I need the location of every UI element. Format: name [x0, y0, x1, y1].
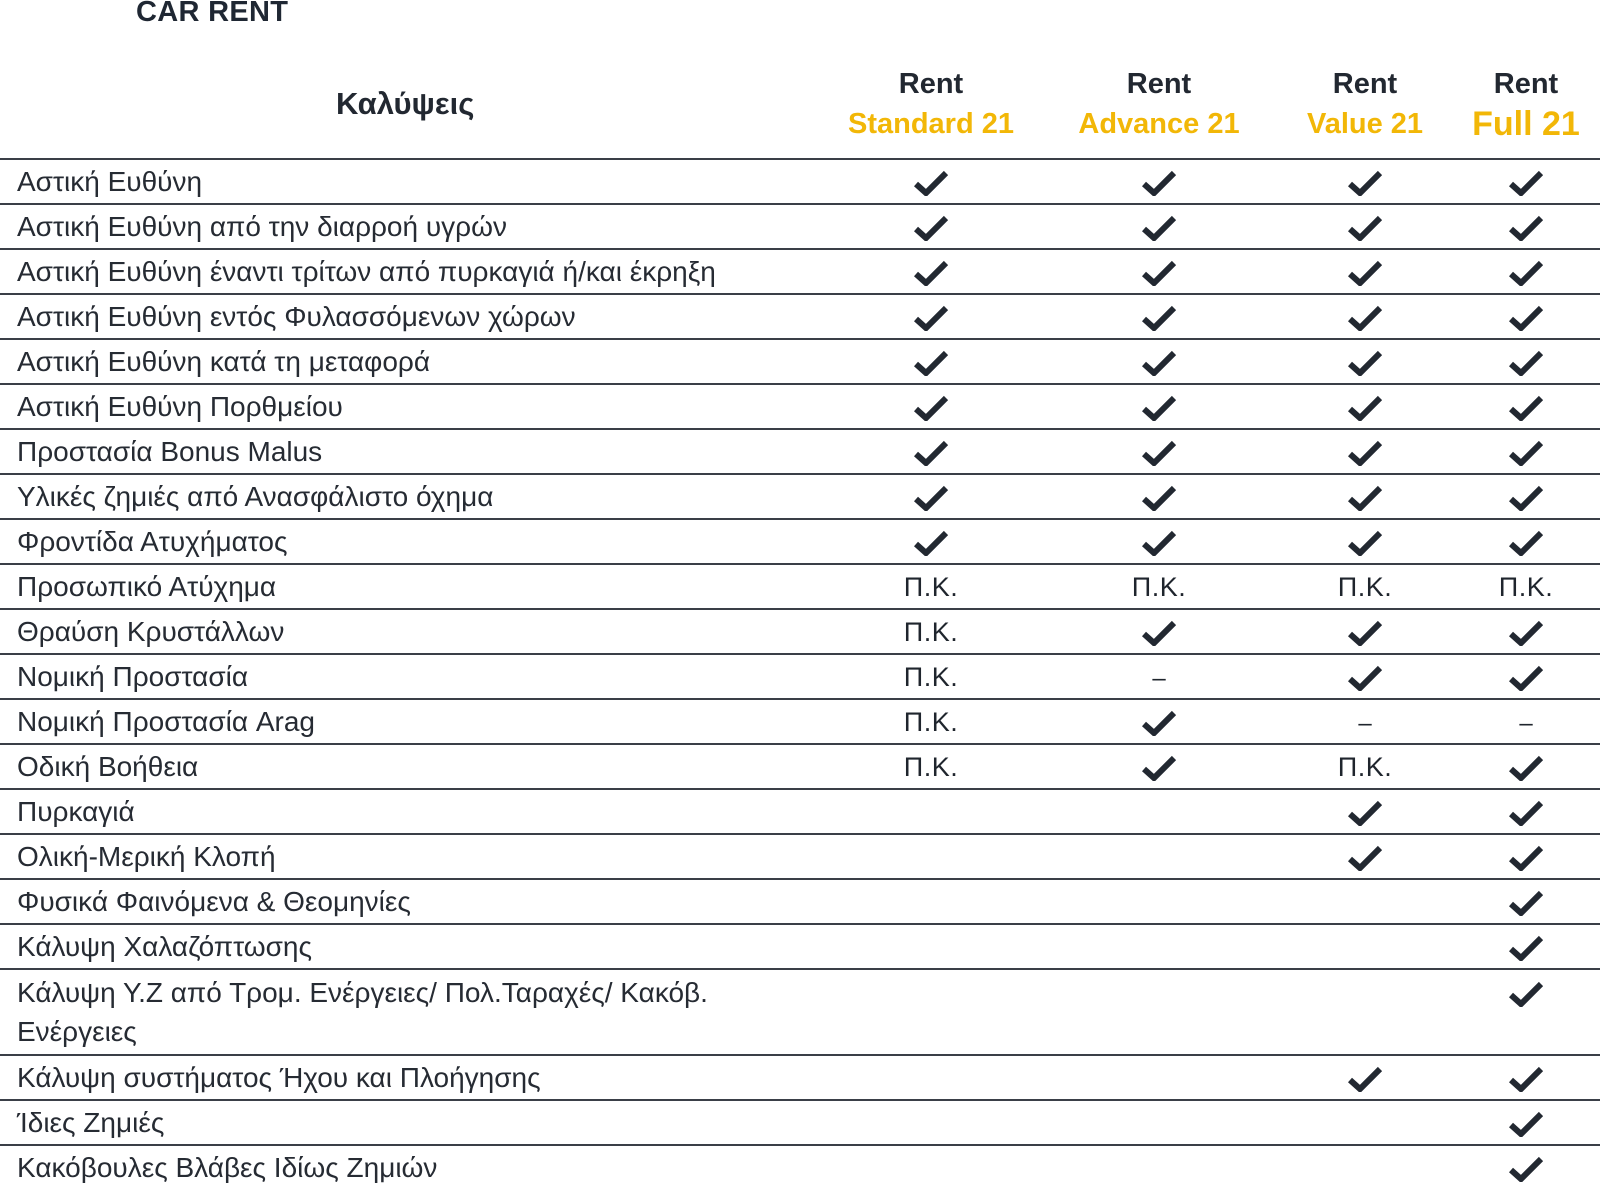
optional-coverage-mark: Π.Κ. [903, 751, 959, 782]
coverage-cell [1040, 474, 1278, 519]
checkmark-icon [914, 440, 948, 466]
coverage-cell [1278, 1055, 1452, 1100]
checkmark-icon [1509, 1156, 1543, 1182]
checkmark-icon [1348, 530, 1382, 556]
coverage-cell [822, 879, 1040, 924]
table-row [0, 384, 1600, 429]
optional-coverage-mark: Π.Κ. [1131, 571, 1187, 602]
coverage-table [0, 50, 1600, 1189]
coverage-cell [1278, 429, 1452, 474]
coverage-cell [822, 609, 1040, 654]
coverage-cell [822, 744, 1040, 789]
checkmark-icon [1509, 800, 1543, 826]
plan-prefix: Rent [1493, 68, 1559, 100]
table-row [0, 519, 1600, 564]
checkmark-icon [1142, 395, 1176, 421]
table-row [0, 699, 1600, 744]
coverage-cell [1278, 834, 1452, 879]
coverage-cell [1278, 879, 1452, 924]
coverage-cell [1278, 339, 1452, 384]
optional-coverage-mark: Π.Κ. [1337, 571, 1393, 602]
coverage-cell [1278, 699, 1452, 744]
coverage-cell [1452, 474, 1600, 519]
checkmark-icon [1142, 710, 1176, 736]
coverage-cell [822, 429, 1040, 474]
coverage-label: Ολική-Μερική Κλοπή [0, 834, 822, 879]
coverage-label: Κάλυψη συστήματος Ήχου και Πλοήγησης [0, 1055, 822, 1100]
checkmark-icon [1142, 170, 1176, 196]
table-row [0, 609, 1600, 654]
coverage-cell [1040, 609, 1278, 654]
checkmark-icon [914, 170, 948, 196]
plan-name: Value 21 [1306, 108, 1424, 140]
coverage-cell [1040, 204, 1278, 249]
coverage-cell [1452, 834, 1600, 879]
coverage-cell [1452, 294, 1600, 339]
plan-prefix: Rent [1332, 68, 1398, 100]
coverage-cell [822, 1145, 1040, 1189]
coverage-cell [1278, 969, 1452, 1055]
coverage-cell [1278, 789, 1452, 834]
table-row [0, 294, 1600, 339]
coverage-cell [1278, 249, 1452, 294]
table-row [0, 879, 1600, 924]
coverage-cell [1278, 744, 1452, 789]
coverage-label: Προσωπικό Ατύχημα [0, 564, 822, 609]
optional-coverage-mark: Π.Κ. [903, 661, 959, 692]
checkmark-icon [1348, 620, 1382, 646]
coverage-cell [1452, 1100, 1600, 1145]
coverage-cell [822, 969, 1040, 1055]
coverage-cell [1452, 744, 1600, 789]
checkmark-icon [1509, 305, 1543, 331]
coverage-label: Θραύση Κρυστάλλων [0, 609, 822, 654]
coverage-label: Νομική Προστασία [0, 654, 822, 699]
table-row [0, 564, 1600, 609]
table-row [0, 744, 1600, 789]
coverage-cell [1040, 564, 1278, 609]
coverage-cell [822, 384, 1040, 429]
checkmark-icon [1142, 260, 1176, 286]
checkmark-icon [1509, 170, 1543, 196]
optional-coverage-mark: Π.Κ. [1337, 751, 1393, 782]
checkmark-icon [1348, 395, 1382, 421]
coverage-cell [1040, 744, 1278, 789]
checkmark-icon [1348, 350, 1382, 376]
not-available-mark: – [1152, 664, 1166, 692]
coverage-cell [1278, 564, 1452, 609]
coverage-label: Αστική Ευθύνη εντός Φυλασσόμενων χώρων [0, 294, 822, 339]
coverages-column-header: Καλύψεις [336, 86, 475, 121]
optional-coverage-mark: Π.Κ. [903, 571, 959, 602]
coverage-cell [1040, 519, 1278, 564]
checkmark-icon [1348, 260, 1382, 286]
checkmark-icon [1509, 620, 1543, 646]
coverage-label: Οδική Βοήθεια [0, 744, 822, 789]
checkmark-icon [1348, 440, 1382, 466]
checkmark-icon [1348, 305, 1382, 331]
coverage-cell [1278, 609, 1452, 654]
coverage-cell [1040, 879, 1278, 924]
coverage-cell [1278, 519, 1452, 564]
table-row [0, 429, 1600, 474]
coverage-cell [822, 159, 1040, 204]
coverage-cell [1278, 924, 1452, 969]
checkmark-icon [914, 530, 948, 556]
coverage-cell [1452, 159, 1600, 204]
coverage-cell [822, 654, 1040, 699]
coverage-cell [1040, 384, 1278, 429]
table-header [0, 50, 1600, 159]
checkmark-icon [1142, 215, 1176, 241]
table-body [0, 159, 1600, 1189]
checkmark-icon [1142, 485, 1176, 511]
coverage-cell [1040, 429, 1278, 474]
coverage-cell [1040, 1145, 1278, 1189]
coverage-cell [822, 564, 1040, 609]
coverage-cell [822, 924, 1040, 969]
coverage-cell [1278, 474, 1452, 519]
coverage-cell [822, 699, 1040, 744]
plan-name: Full 21 [1472, 105, 1580, 143]
coverage-cell [1278, 159, 1452, 204]
coverage-cell [1278, 1100, 1452, 1145]
coverage-cell [822, 474, 1040, 519]
not-available-mark: – [1358, 709, 1372, 737]
table-row [0, 339, 1600, 384]
coverage-label: Φυσικά Φαινόμενα & Θεομηνίες [0, 879, 822, 924]
coverage-cell [822, 204, 1040, 249]
coverage-cell [1278, 1145, 1452, 1189]
coverage-cell [1452, 519, 1600, 564]
checkmark-icon [1348, 170, 1382, 196]
optional-coverage-mark: Π.Κ. [903, 706, 959, 737]
coverage-cell [1452, 924, 1600, 969]
plan-name: Advance 21 [1078, 108, 1240, 140]
checkmark-icon [1142, 620, 1176, 646]
coverage-cell [1452, 609, 1600, 654]
checkmark-icon [1509, 260, 1543, 286]
coverage-cell [1452, 384, 1600, 429]
coverage-cell [1452, 564, 1600, 609]
checkmark-icon [914, 305, 948, 331]
coverage-cell [1452, 204, 1600, 249]
coverage-label: Φροντίδα Ατυχήματος [0, 519, 822, 564]
coverage-cell [1040, 1055, 1278, 1100]
coverage-cell [1040, 159, 1278, 204]
checkmark-icon [1348, 800, 1382, 826]
coverage-cell [1040, 654, 1278, 699]
table-row [0, 969, 1600, 1055]
table-row [0, 1100, 1600, 1145]
coverage-cell [1278, 204, 1452, 249]
coverage-cell [822, 339, 1040, 384]
coverage-cell [1278, 384, 1452, 429]
checkmark-icon [1509, 215, 1543, 241]
checkmark-icon [1509, 440, 1543, 466]
checkmark-icon [1509, 1066, 1543, 1092]
plan-header-advance [1040, 50, 1278, 159]
not-available-mark: – [1519, 709, 1533, 737]
checkmark-icon [1509, 530, 1543, 556]
plan-prefix: Rent [898, 68, 964, 100]
coverage-label: Αστική Ευθύνη Πορθμείου [0, 384, 822, 429]
table-row [0, 1055, 1600, 1100]
checkmark-icon [1348, 665, 1382, 691]
table-row [0, 159, 1600, 204]
table-row [0, 1145, 1600, 1189]
checkmark-icon [1348, 485, 1382, 511]
coverage-cell [1040, 924, 1278, 969]
coverage-cell [1040, 339, 1278, 384]
coverage-cell [1040, 789, 1278, 834]
table-row [0, 789, 1600, 834]
coverage-cell [822, 249, 1040, 294]
coverage-cell [822, 834, 1040, 879]
checkmark-icon [914, 260, 948, 286]
coverage-label: Πυρκαγιά [0, 789, 822, 834]
coverage-cell [1040, 699, 1278, 744]
coverage-label: Υλικές ζημιές από Ανασφάλιστο όχημα [0, 474, 822, 519]
checkmark-icon [1142, 350, 1176, 376]
header-row [0, 50, 1600, 159]
coverage-cell [1452, 789, 1600, 834]
table-row [0, 474, 1600, 519]
checkmark-icon [1509, 350, 1543, 376]
coverage-cell [1040, 834, 1278, 879]
checkmark-icon [1142, 755, 1176, 781]
checkmark-icon [1509, 935, 1543, 961]
coverage-label: Κακόβουλες Βλάβες Ιδίως Ζημιών [0, 1145, 822, 1189]
coverage-cell [1040, 294, 1278, 339]
coverage-cell [1452, 339, 1600, 384]
checkmark-icon [1509, 1111, 1543, 1137]
coverage-cell [1452, 654, 1600, 699]
plan-header-full [1452, 50, 1600, 159]
coverage-cell [1452, 969, 1600, 1055]
checkmark-icon [1509, 395, 1543, 421]
checkmark-icon [1142, 530, 1176, 556]
coverage-label: Κάλυψη Χαλαζόπτωσης [0, 924, 822, 969]
coverage-cell [1040, 969, 1278, 1055]
plan-header-standard [822, 50, 1040, 159]
coverage-cell [1452, 699, 1600, 744]
table-row [0, 249, 1600, 294]
checkmark-icon [1509, 845, 1543, 871]
table-row [0, 654, 1600, 699]
plan-prefix: Rent [1126, 68, 1192, 100]
coverage-cell [1452, 429, 1600, 474]
coverage-cell [1040, 249, 1278, 294]
checkmark-icon [1509, 665, 1543, 691]
coverage-label: Αστική Ευθύνη κατά τη μεταφορά [0, 339, 822, 384]
checkmark-icon [1348, 1066, 1382, 1092]
coverage-label: Προστασία Bonus Malus [0, 429, 822, 474]
coverage-cell [1278, 294, 1452, 339]
optional-coverage-mark: Π.Κ. [1498, 571, 1554, 602]
table-row [0, 924, 1600, 969]
checkmark-icon [914, 350, 948, 376]
coverage-label: Αστική Ευθύνη [0, 159, 822, 204]
coverage-label: Αστική Ευθύνη από την διαρροή υγρών [0, 204, 822, 249]
document-title: CAR RENT [136, 0, 289, 28]
coverage-cell [822, 294, 1040, 339]
coverage-cell [1040, 1100, 1278, 1145]
coverage-cell [1452, 1145, 1600, 1189]
coverage-cell [822, 519, 1040, 564]
coverage-cell [1278, 654, 1452, 699]
coverage-label: Αστική Ευθύνη έναντι τρίτων από πυρκαγιά ή/και έκρηξη [0, 249, 822, 294]
coverage-cell [822, 1100, 1040, 1145]
checkmark-icon [1142, 440, 1176, 466]
checkmark-icon [1509, 485, 1543, 511]
plan-header-value [1278, 50, 1452, 159]
optional-coverage-mark: Π.Κ. [903, 616, 959, 647]
coverage-label: Κάλυψη Υ.Ζ από Τρομ. Ενέργειες/ Πολ.Ταραχές/ Κακόβ. Ενέργειες [0, 969, 822, 1055]
plan-name: Standard 21 [848, 108, 1014, 140]
checkmark-icon [914, 395, 948, 421]
checkmark-icon [1509, 981, 1543, 1007]
coverage-cell [822, 789, 1040, 834]
checkmark-icon [1509, 755, 1543, 781]
table-row [0, 834, 1600, 879]
checkmark-icon [1509, 890, 1543, 916]
checkmark-icon [1348, 845, 1382, 871]
coverage-cell [1452, 249, 1600, 294]
checkmark-icon [914, 485, 948, 511]
coverage-label: Ίδιες Ζημιές [0, 1100, 822, 1145]
coverage-cell [1452, 879, 1600, 924]
coverage-cell [822, 1055, 1040, 1100]
checkmark-icon [1142, 305, 1176, 331]
coverage-cell [1452, 1055, 1600, 1100]
table-row [0, 204, 1600, 249]
checkmark-icon [914, 215, 948, 241]
coverage-label: Νομική Προστασία Arag [0, 699, 822, 744]
checkmark-icon [1348, 215, 1382, 241]
